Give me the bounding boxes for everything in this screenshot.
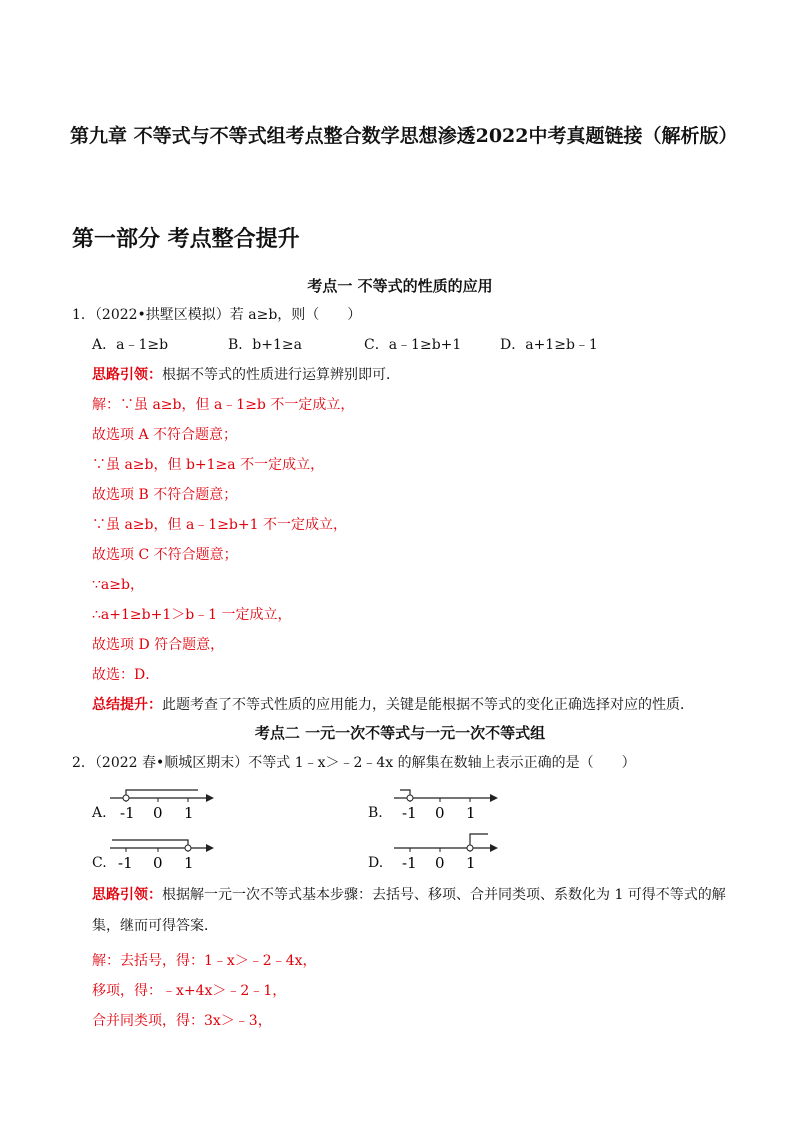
tick-label: -1	[118, 854, 133, 872]
tick-label: 0	[153, 804, 163, 822]
section-heading-2: 考点二 一元一次不等式与一元一次不等式组	[254, 724, 546, 742]
tick-label: -1	[402, 804, 417, 822]
tick-label: 1	[466, 854, 476, 872]
q1-solution-line: ∵a≥b，	[92, 577, 144, 593]
q2-option-a-letter: A.	[92, 805, 107, 821]
question-2-stem: 2．（2022 春•顺城区期末）不等式 1﹣x＞﹣2﹣4x 的解集在数轴上表示正确的是（ ）	[72, 755, 636, 771]
summary-label: 总结提升：	[92, 697, 162, 713]
q1-solution-line: 故选：D．	[92, 667, 160, 683]
q2-hint	[92, 880, 732, 942]
q1-solution-line: 故选项 D 符合题意，	[92, 637, 225, 653]
q1-option-a: A．a﹣1≥b	[92, 337, 169, 353]
q1-option-c: C．a﹣1≥b+1	[364, 337, 462, 353]
q2-solution-line: 合并同类项，得：3x＞﹣3，	[92, 1013, 272, 1029]
q1-solution-line: 故选项 C 不符合题意；	[92, 547, 238, 563]
q1-solution-line: ∵虽 a≥b，但 b+1≥a 不一定成立，	[92, 457, 325, 473]
hint-text: 根据不等式的性质进行运算辨别即可．	[162, 367, 400, 383]
q1-solution-line: ∴a+1≥b+1＞b﹣1 一定成立，	[92, 607, 292, 623]
tick-label: 1	[466, 804, 476, 822]
tick-label: 0	[153, 854, 163, 872]
hint-label: 思路引领：	[92, 367, 162, 383]
q2-option-c-letter: C.	[92, 855, 107, 871]
tick-label: 1	[184, 804, 194, 822]
q1-solution-line: ∵虽 a≥b，但 a﹣1≥b+1 不一定成立，	[92, 517, 347, 533]
hint-text: 根据解一元一次不等式基本步骤：去括号、移项、合并同类项、系数化为 1 可得不等式的解集，继而可得答案．	[92, 887, 726, 934]
q2-option-a-numberline	[108, 788, 218, 826]
q2-option-b-letter: B.	[368, 805, 383, 821]
question-1-stem: 1．（2022•拱墅区模拟）若 a≥b，则（ ）	[72, 307, 362, 323]
q1-option-b: B．b+1≥a	[228, 337, 302, 353]
hint-label: 思路引领：	[92, 887, 162, 903]
q2-option-d-letter: D.	[368, 855, 384, 871]
q2-option-b-numberline	[392, 788, 502, 826]
tick-label: -1	[120, 804, 135, 822]
section-heading-1: 考点一 不等式的性质的应用	[307, 277, 493, 295]
tick-label: 0	[435, 804, 445, 822]
q1-summary	[92, 694, 694, 714]
q2-option-c-numberline	[108, 838, 218, 876]
q1-solution-line: 解：∵虽 a≥b，但 a﹣1≥b 不一定成立，	[92, 397, 355, 413]
q1-hint	[92, 364, 400, 384]
part-heading: 第一部分 考点整合提升	[72, 226, 300, 252]
q1-option-d: D．a+1≥b﹣1	[500, 337, 598, 353]
summary-text: 此题考查了不等式性质的应用能力，关键是能根据不等式的变化正确选择对应的性质．	[162, 697, 694, 713]
q2-solution-line: 移项，得：﹣x+4x＞﹣2﹣1，	[92, 983, 287, 999]
q2-option-d-numberline	[392, 832, 502, 876]
q1-solution-line: 故选项 B 不符合题意；	[92, 487, 238, 503]
tick-label: -1	[402, 854, 417, 872]
q1-solution-line: 故选项 A 不符合题意；	[92, 427, 238, 443]
q2-solution-line: 解：去括号，得：1﹣x＞﹣2﹣4x，	[92, 953, 317, 969]
document-title: 第九章 不等式与不等式组考点整合数学思想渗透2022中考真题链接（解析版）	[70, 125, 738, 147]
tick-label: 1	[184, 854, 194, 872]
tick-label: 0	[435, 854, 445, 872]
